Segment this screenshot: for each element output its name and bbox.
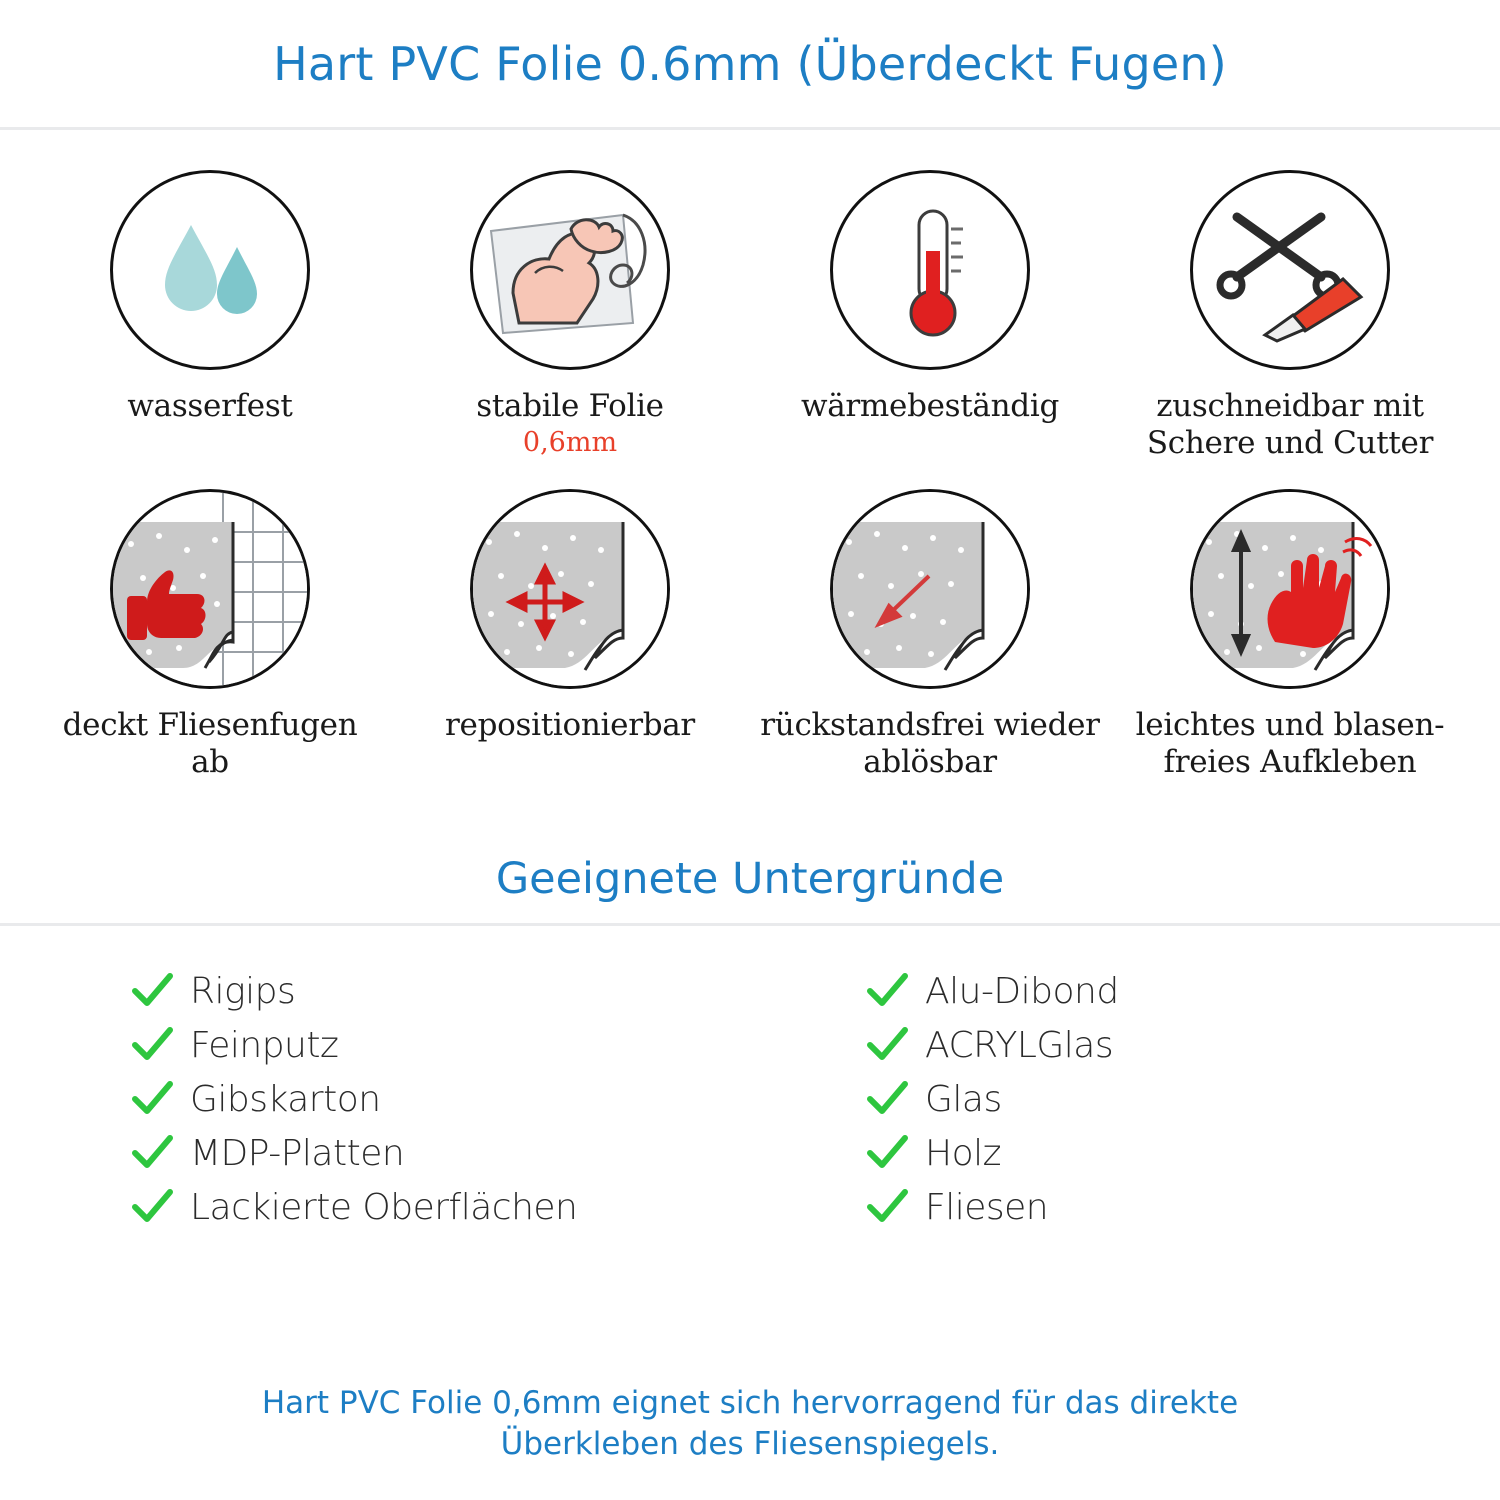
- substrates-column-left: [130, 964, 577, 1234]
- feature-label: wasserfest: [127, 388, 293, 424]
- list-item: [130, 1180, 577, 1234]
- feature-label: deckt Fliesenfugen ab: [62, 707, 358, 780]
- feature-label: stabile Folie: [476, 388, 664, 424]
- list-item: [130, 964, 577, 1018]
- reposition-arrows-icon: [470, 489, 670, 689]
- feature-row-2: [40, 489, 1460, 780]
- header: [0, 0, 1500, 130]
- list-item: [865, 1180, 1119, 1234]
- feature-blasenfreies-aufkleben: [1120, 489, 1460, 780]
- feature-zuschneidbar: [1120, 170, 1460, 461]
- scissors-cutter-icon: [1190, 170, 1390, 370]
- check-icon: [865, 1185, 909, 1229]
- check-icon: [130, 969, 174, 1013]
- feature-waermebestaendig: [760, 170, 1100, 461]
- feature-deckt-fliesenfugen: [40, 489, 380, 780]
- list-item: [130, 1072, 577, 1126]
- check-icon: [865, 1131, 909, 1175]
- feature-label: leichtes und blasen- freies Aufkleben: [1135, 707, 1445, 780]
- list-item: [130, 1018, 577, 1072]
- list-item: [865, 1018, 1119, 1072]
- list-item-label: Rigips: [190, 970, 296, 1012]
- list-item: [865, 1126, 1119, 1180]
- check-icon: [865, 1023, 909, 1067]
- check-icon: [865, 1077, 909, 1121]
- list-item-label: MDP-Platten: [190, 1132, 405, 1174]
- list-item: [865, 1072, 1119, 1126]
- list-item-label: Feinputz: [190, 1024, 339, 1066]
- feature-repositionierbar: [400, 489, 740, 780]
- list-item-label: Gibskarton: [190, 1078, 381, 1120]
- list-item-label: ACRYLGlas: [925, 1024, 1114, 1066]
- substrates-lists: [0, 926, 1500, 1226]
- list-item: [130, 1126, 577, 1180]
- feature-thickness-label: 0,6mm: [522, 426, 618, 458]
- feature-rueckstandsfrei: [760, 489, 1100, 780]
- list-item-label: Lackierte Oberflächen: [190, 1186, 578, 1228]
- list-item-label: Glas: [925, 1078, 1002, 1120]
- peel-off-arrow-icon: [830, 489, 1030, 689]
- check-icon: [130, 1023, 174, 1067]
- feature-stabile-folie: [400, 170, 740, 461]
- thumbs-up-tile-grid-icon: [110, 489, 310, 689]
- footer-line-1: Hart PVC Folie 0,6mm eignet sich hervorragend für das direkte: [261, 1385, 1239, 1422]
- list-item: [865, 964, 1119, 1018]
- feature-label: repositionierbar: [445, 707, 695, 744]
- list-item-label: Alu-Dibond: [925, 970, 1119, 1012]
- feature-label: rückstandsfrei wieder ablösbar: [760, 707, 1100, 780]
- substrates-column-right: [865, 964, 1119, 1234]
- substrates-title: Geeignete Untergründe: [495, 853, 1005, 904]
- footer-line-2: Überkleben des Fliesenspiegels.: [500, 1425, 1000, 1462]
- list-item-label: Holz: [925, 1132, 1001, 1174]
- flexed-arm-foil-icon: [470, 170, 670, 370]
- list-item-label: Fliesen: [925, 1186, 1049, 1228]
- water-drops-icon: [110, 170, 310, 370]
- page-title: Hart PVC Folie 0.6mm (Überdeckt Fugen): [273, 36, 1227, 91]
- smoothing-hand-icon: [1190, 489, 1390, 689]
- feature-grid: [0, 130, 1500, 780]
- feature-wasserfest: [40, 170, 380, 461]
- feature-row-1: [40, 170, 1460, 461]
- feature-label: zuschneidbar mit Schere und Cutter: [1146, 388, 1434, 461]
- thermometer-icon: [830, 170, 1030, 370]
- check-icon: [865, 969, 909, 1013]
- check-icon: [130, 1185, 174, 1229]
- feature-label: wärmebeständig: [801, 388, 1059, 424]
- footer-note: [0, 1383, 1500, 1464]
- substrates-heading-band: [0, 834, 1500, 926]
- check-icon: [130, 1077, 174, 1121]
- check-icon: [130, 1131, 174, 1175]
